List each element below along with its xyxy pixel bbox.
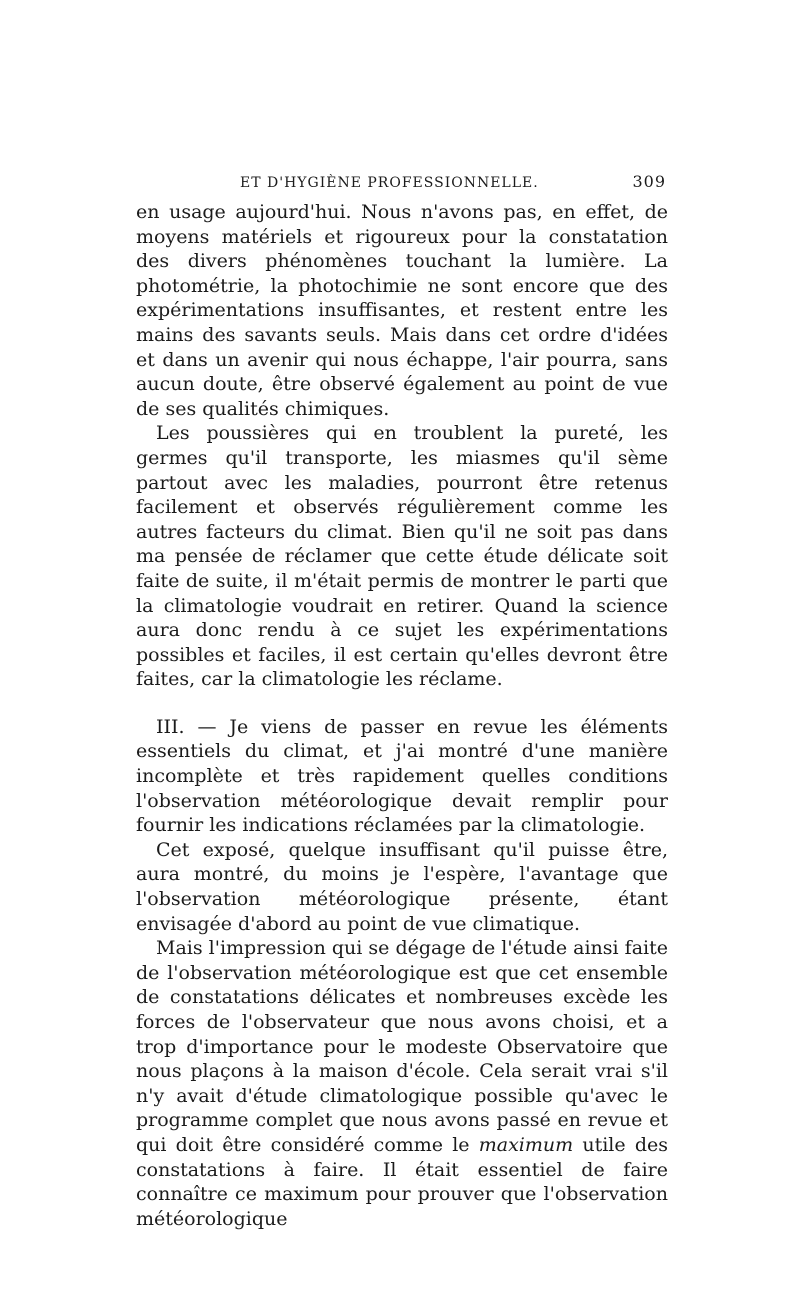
paragraph-4: Cet exposé, quelque insuffisant qu'il puisse être, aura montré, du moins je l'espère, l'avantage que l'observation météorologique présente, étant envisagée d'abord au point de vue climatique. [136,838,668,935]
page-body [136,200,668,1231]
book-page [136,172,668,1231]
page-number: 309 [632,172,666,191]
paragraph-5-text-a: Mais l'impression qui se dégage de l'étude ainsi faite de l'observation météorologique est que cet ensemble de constatations délicates et nombreuses excède les forces de l'observateur que nous avons choisi, et a trop d'importance pour le modeste Observatoire que nous plaçons à la maison d'école. Cela serait vrai s'il n'y avait d'étude climatologique possible qu'avec le programme complet que nous avons passé en revue et qui doit être considéré comme le [136,937,668,1156]
paragraph-5 [136,936,668,1231]
paragraph-3-section-III: III. — Je viens de passer en revue les éléments essentiels du climat, et j'ai montré d'une manière incomplète et très rapidement quelles conditions l'observation météorologique devait remplir pour fournir les indications réclamées par la climatologie. [136,715,668,837]
running-header [136,172,668,196]
paragraph-1: en usage aujourd'hui. Nous n'avons pas, en effet, de moyens matériels et rigoureux pour la constatation des divers phénomènes touchant la lumière. La photométrie, la photochimie ne sont encore que des expérimentations insuffisantes, et restent entre les mains des savants seuls. Mais dans cet ordre d'idées et dans un avenir qui nous échappe, l'air pourra, sans aucun doute, être observé également au point de vue de ses qualités chimiques. [136,201,668,420]
paragraph-2: Les poussières qui en troublent la pureté, les germes qu'il transporte, les miasmes qu'il sème partout avec les maladies, pourront être retenus facilement et observés régulièrement comme les autres facteurs du climat. Bien qu'il ne soit pas dans ma pensée de réclamer que cette étude délicate soit faite de suite, il m'était permis de montrer le parti que la climatologie voudrait en retirer. Quand la science aura donc rendu à ce sujet les expérimentations possibles et faciles, il est certain qu'elles devront être faites, car la climatologie les réclame. [136,422,668,691]
running-title: ET D'HYGIÈNE PROFESSIONNELLE. [240,175,539,191]
emphasis-maximum: maximum [478,1133,574,1156]
paragraph-5-text-b: utile des constatations à faire. Il était essentiel de faire connaître ce maximum pour prouver que l'observation météorologique [136,1133,668,1230]
